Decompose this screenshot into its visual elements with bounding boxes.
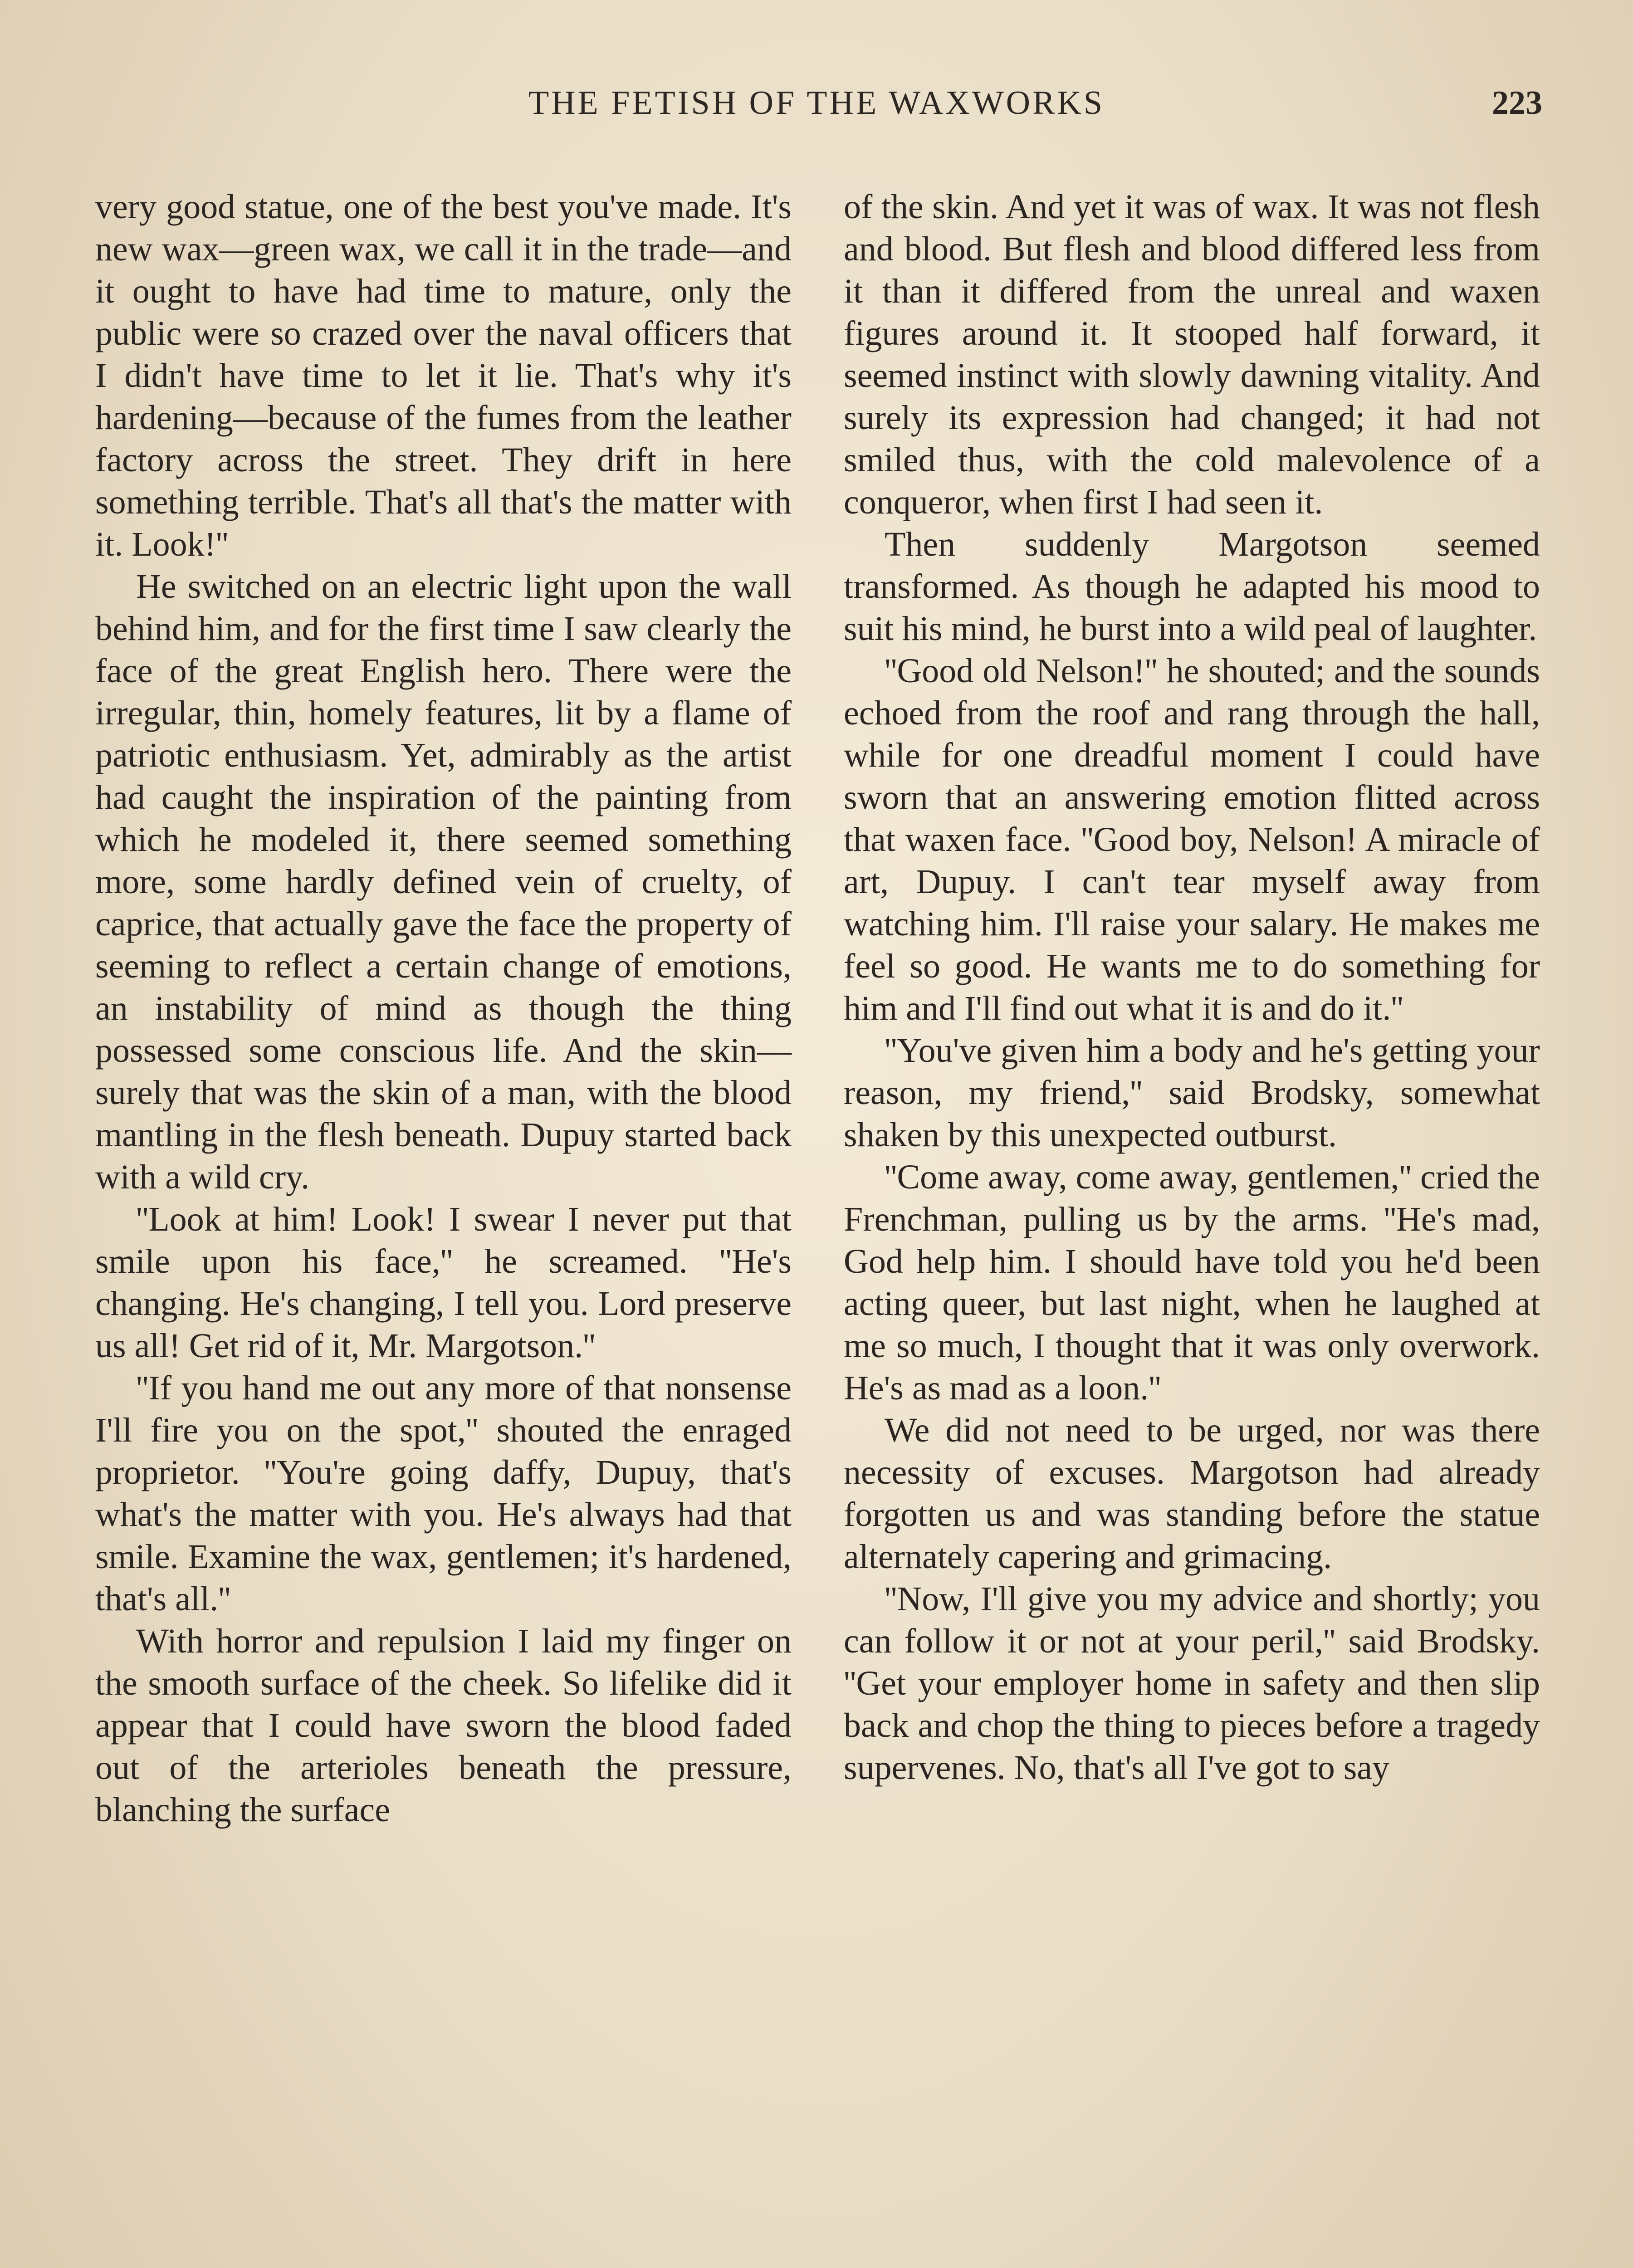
paragraph: He switched on an electric light upon the wall behind him, and for the first time I saw clearly the face of the great English hero. There were the irregular, thin, homely features, lit by a flame of patriotic enthusiasm. Yet, admirably as the artist had caught the inspiration of the painting from which he modeled it, there seemed something more, some hardly defined vein of cruelty, of caprice, that actually gave the face the property of seeming to reflect a certain change of emotions, an instability of mind as though the thing possessed some conscious life. And the skin—surely that was the skin of a man, with the blood mantling in the flesh beneath. Dupuy started back with a wild cry.: [95, 567, 792, 1196]
paragraph: Then suddenly Margotson seemed transformed. As though he adapted his mood to suit his mind, he burst into a wild peal of laughter.: [844, 525, 1540, 648]
paragraph: very good statue, one of the best you've made. It's new wax—green wax, we call it in the trade—and it ought to have had time to mature, only the public were so crazed over the naval officers that I didn't have time to let it lie. That's why it's hardening—because of the fumes from the leather factory across the street. They drift in here something terrible. That's all that's the matter with it. Look!'': [95, 188, 792, 563]
paragraph: ''Good old Nelson!'' he shouted; and the sounds echoed from the roof and rang through the hall, while for one dreadful moment I could have sworn that an answering emotion flitted across that waxen face. ''Good boy, Nelson! A miracle of art, Dupuy. I can't tear myself away from watching him. I'll raise your salary. He makes me feel so good. He wants me to do something for him and I'll find out what it is and do it.'': [844, 652, 1540, 1027]
paragraph: ''Look at him! Look! I swear I never put that smile upon his face,'' he screamed. ''He's changing. He's changing, I tell you. Lord preserve us all! Get rid of it, Mr. Margotson.'': [95, 1200, 792, 1365]
running-title: THE FETISH OF THE WAXWORKS: [528, 84, 1105, 122]
paragraph: ''Now, I'll give you my advice and shortly; you can follow it or not at your peril,'' said Brodsky. ''Get your employer home in safety and then slip back and chop the thing to pieces before a tragedy supervenes. No, that's all I've got to say: [844, 1580, 1540, 1787]
paragraph: ''If you hand me out any more of that nonsense I'll fire you on the spot,'' shouted the enraged proprietor. ''You're going daffy, Dupuy, that's what's the matter with you. He's always had that smile. Examine the wax, gentlemen; it's hardened, that's all.'': [95, 1369, 792, 1618]
paragraph: of the skin. And yet it was of wax. It was not flesh and blood. But flesh and blood differed less from it than it differed from the unreal and waxen figures around it. It stooped half forward, it seemed instinct with slowly dawning vitality. And surely its expression had changed; it had not smiled thus, with the cold malevolence of a conqueror, when first I had seen it.: [844, 188, 1540, 521]
paragraph: With horror and repulsion I laid my finger on the smooth surface of the cheek. So lifelike did it appear that I could have sworn the blood faded out of the arterioles beneath the pressure, blanching the surface: [95, 1622, 792, 1829]
right-column: [844, 186, 1540, 1789]
paragraph: ''Come away, come away, gentlemen,'' cried the Frenchman, pulling us by the arms. ''He's mad, God help him. I should have told you he'd been acting queer, but last night, when he laughed at me so much, I thought that it was only overwork. He's as mad as a loon.'': [844, 1158, 1540, 1407]
page-number: 223: [1492, 84, 1542, 122]
paragraph: ''You've given him a body and he's getting your reason, my friend,'' said Brodsky, somewhat shaken by this unexpected outburst.: [844, 1031, 1540, 1154]
paragraph: We did not need to be urged, nor was there necessity of excuses. Margotson had already forgotten us and was standing before the statue alternately capering and grimacing.: [844, 1411, 1540, 1576]
left-column: [95, 186, 792, 1831]
page-header: [91, 84, 1542, 129]
